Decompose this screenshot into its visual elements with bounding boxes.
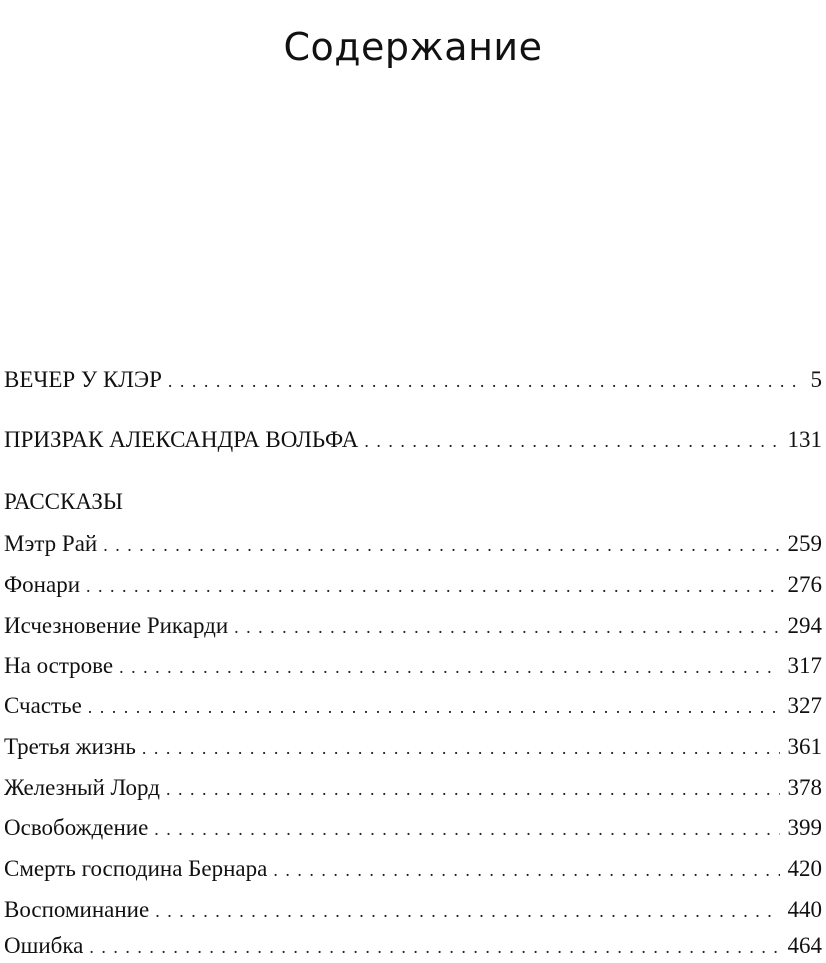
toc-entry-title: Исчезновение Рикарди	[4, 613, 229, 638]
toc-entry	[4, 772, 822, 804]
dot-leader	[142, 732, 780, 764]
toc-entry-page: 276	[787, 572, 822, 597]
toc-entry-title: Освобождение	[4, 815, 149, 840]
toc-entry-page: 327	[787, 693, 822, 718]
toc-entry-title: Железный Лорд	[4, 775, 160, 800]
toc-entry-title: ВЕЧЕР У КЛЭР	[4, 367, 162, 392]
toc-entry-title: Мэтр Рай	[4, 531, 98, 556]
toc-entry	[4, 610, 822, 642]
toc-entry-title: Воспоминание	[4, 897, 150, 922]
dot-leader	[273, 854, 779, 886]
dot-leader	[155, 895, 779, 927]
toc-entry-page: 399	[787, 815, 822, 840]
toc-entry-title: Ошибка	[4, 933, 84, 958]
toc-entry-title: Третья жизнь	[4, 734, 136, 759]
toc-entry-page: 378	[787, 775, 822, 800]
toc-entry-page: 361	[787, 734, 822, 759]
dot-leader	[119, 651, 779, 683]
toc-entry	[4, 528, 822, 560]
dot-leader	[234, 611, 779, 643]
toc-entry	[4, 569, 822, 601]
toc-entry	[4, 690, 822, 722]
dot-leader	[166, 773, 780, 805]
toc-entry-page: 317	[787, 653, 822, 678]
toc-entry	[4, 731, 822, 763]
toc-entry-title: Фонари	[4, 572, 80, 597]
toc-entry-page: 464	[787, 933, 822, 958]
section-heading: РАССКАЗЫ	[4, 489, 123, 514]
toc-entry	[4, 650, 822, 682]
dot-leader	[86, 570, 780, 602]
toc-entry-title: Счастье	[4, 693, 82, 718]
toc-entry-page: 420	[787, 856, 822, 881]
dot-leader	[89, 931, 779, 963]
toc-entry-title: Смерть господина Бернара	[4, 856, 268, 881]
toc-entry-page: 259	[787, 531, 822, 556]
dot-leader	[88, 691, 780, 723]
toc-entry-page: 131	[787, 427, 822, 452]
toc-entry	[4, 853, 822, 885]
dot-leader	[168, 365, 803, 397]
toc-entry	[4, 930, 822, 962]
dot-leader	[103, 529, 779, 561]
toc-entry-page: 440	[787, 897, 822, 922]
toc-entry	[4, 364, 822, 396]
toc-entry	[4, 812, 822, 844]
page-title: Содержание	[283, 25, 543, 70]
toc-entry-page: 5	[810, 367, 822, 392]
toc-entry	[4, 894, 822, 926]
dot-leader	[364, 425, 779, 457]
toc-entry-page: 294	[787, 613, 822, 638]
toc-entry-title: На острове	[4, 653, 114, 678]
toc-entry-title: ПРИЗРАК АЛЕКСАНДРА ВОЛЬФА	[4, 427, 359, 452]
toc-entry	[4, 424, 822, 456]
dot-leader	[154, 813, 779, 845]
